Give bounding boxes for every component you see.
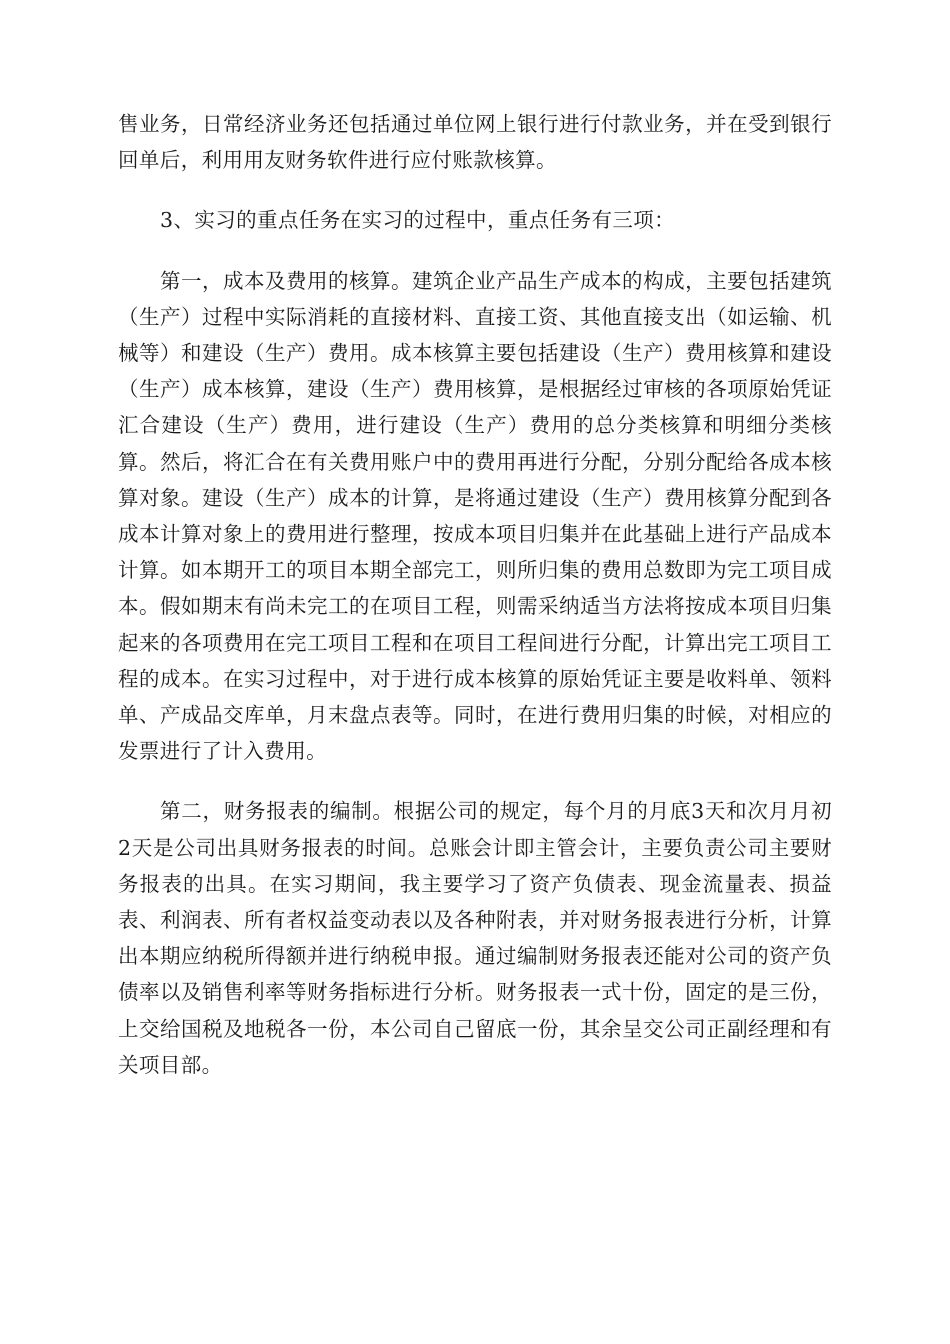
paragraph-key-tasks-heading: 3、实习的重点任务在实习的过程中，重点任务有三项： [160,208,676,233]
paragraph-continued: 售业务，日常经济业务还包括通过单位网上银行进行付款业务，并在受到银行回单后，利用用友财务软件进行应付账款核算。 [118,112,832,173]
document-page [118,106,832,1083]
paragraph-financial-statements: 第二，财务报表的编制。根据公司的规定，每个月的月底3天和次月月初2天是公司出具财务报表的时间。总账会计即主管会计，主要负责公司主要财务报表的出具。在实习期间，我主要学习了资产负债表、现金流量表、损益表、利润表、所有者权益变动表以及各种附表，并对财务报表进行分析，计算出本期应纳税所得额并进行纳税申报。通过编制财务报表还能对公司的资产负债率以及销售利率等财务指标进行分析。财务报表一式十份，固定的是三份，上交给国税及地税各一份，本公司自己留底一份，其余呈交公司正副经理和有关项目部。 [118,799,832,1077]
paragraph-cost-accounting: 第一，成本及费用的核算。建筑企业产品生产成本的构成，主要包括建筑（生产）过程中实际消耗的直接材料、直接工资、其他直接支出（如运输、机械等）和建设（生产）费用。成本核算主要包括建设（生产）费用核算和建设（生产）成本核算，建设（生产）费用核算，是根据经过审核的各项原始凭证汇合建设（生产）费用，进行建设（生产）费用的总分类核算和明细分类核算。然后，将汇合在有关费用账户中的费用再进行分配，分别分配给各成本核算对象。建设（生产）成本的计算，是将通过建设（生产）费用核算分配到各成本计算对象上的费用进行整理，按成本项目归集并在此基础上进行产品成本计算。如本期开工的项目本期全部完工，则所归集的费用总数即为完工项目成本。假如期末有尚未完工的在项目工程，则需采纳适当方法将按成本项目归集起来的各项费用在完工项目工程和在项目工程间进行分配，计算出完工项目工程的成本。在实习过程中，对于进行成本核算的原始凭证主要是收料单、领料单、产成品交库单，月末盘点表等。同时，在进行费用归集的时候，对相应的发票进行了计入费用。 [118,268,832,764]
